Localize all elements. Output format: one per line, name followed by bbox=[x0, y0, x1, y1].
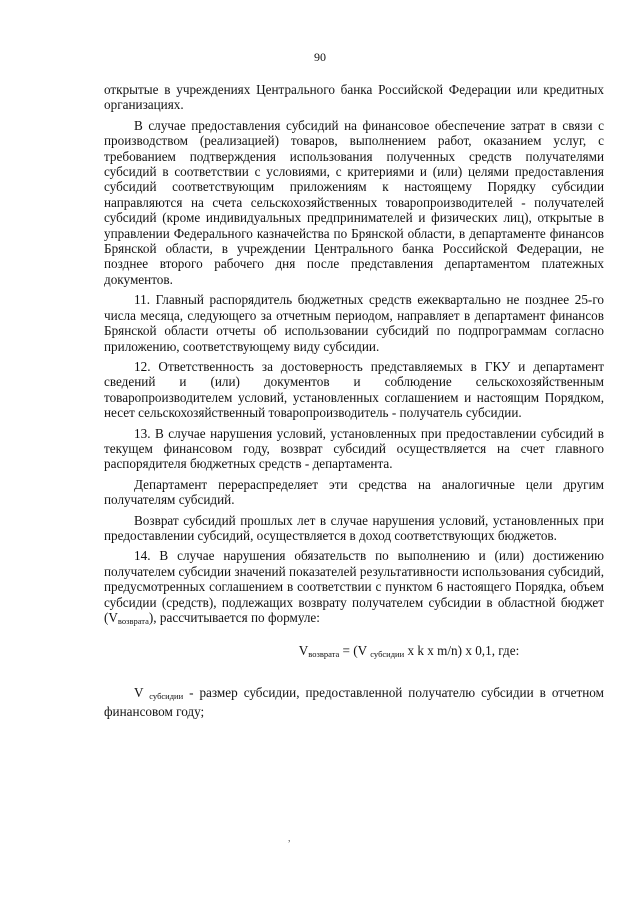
paragraph-14-tail: ), рассчитывается по формуле: bbox=[148, 610, 320, 625]
paragraph-14-return-volume bbox=[104, 548, 604, 629]
paragraph-14-subscript: возврата bbox=[117, 616, 149, 626]
formula-rest: x k x m/n) x 0,1, где: bbox=[404, 643, 520, 659]
definition-text: - размер субсидии, предоставленной получателю субсидии в отчетном финансовом году; bbox=[104, 684, 608, 720]
paragraph-12-responsibility: 12. Ответственность за достоверность представляемых в ГКУ и департамент сведений и (или) документов и соблюдение сельскохозяйственным товаропроизводителем условий, установленных соглашением и настоящим Порядком, несет сельскохозяйственный товаропроизводитель - получатель субсидии. bbox=[104, 358, 604, 421]
paragraph-redistribution: Департамент перераспределяет эти средства на аналогичные цели другим получателям субсидий. bbox=[104, 476, 604, 508]
formula-lhs-symbol: V bbox=[298, 643, 309, 659]
paragraph-11-reports: 11. Главный распорядитель бюджетных средств ежеквартально не позднее 25-го числа месяца, следующего за отчетным периодом, направляет в департамент финансов Брянской области отчеты об использовании субсидий по подпрограммам согласно приложению, соответствующему виду субсидии. bbox=[104, 292, 604, 354]
definition-v-subsidy bbox=[104, 684, 608, 720]
formula-lhs-subscript: возврата bbox=[308, 649, 340, 660]
page-number: 90 bbox=[314, 50, 326, 64]
definition-symbol: V bbox=[134, 684, 150, 700]
definition-subscript: субсидии bbox=[149, 690, 184, 701]
formula-subsidy-subscript: субсидии bbox=[370, 649, 405, 660]
return-formula bbox=[104, 643, 604, 662]
paragraph-subsidy-transfer: В случае предоставления субсидий на финансовое обеспечение затрат в связи с производством (реализацией) товаров, выполнением работ, оказанием услуг, с требованием подтверждения использования полученных средств получателями субсидий в соответствии с условиями, с критериями и (или) целями предоставления субсидий соответствующим приложениям к настоящему Порядку субсидии направляются на счета сельскохозяйственных товаропроизводителей - получателей субсидий (кроме индивидуальных предпринимателей и физических лиц), открытые в управлении Федерального казначейства по Брянской области, в департаменте финансов Брянской области, в учреждении Центрального банка Российской Федерации, не позднее второго рабочего дня после представления департаментом платежных документов. bbox=[104, 117, 604, 287]
paragraph-13-violation: 13. В случае нарушения условий, установленных при предоставлении субсидий в текущем финансовом году, возврат субсидий осуществляется на счет главного распорядителя бюджетных средств - департамента. bbox=[104, 425, 604, 472]
paragraph-14-text: 14. В случае нарушения обязательств по выполнению и (или) достижению получателем субсидии значений показателей результативности использования субсидий, предусмотренных соглашением в соответствии с пунктом 6 настоящего Порядка, объем субсидии (средств), подлежащих возврату получателем субсидии в областной бюджет (V bbox=[104, 548, 604, 625]
document-body bbox=[104, 82, 608, 725]
formula-equals-open: = (V bbox=[339, 643, 371, 659]
paragraph-accounts-continued: открытые в учреждениях Центрального банка Российской Федерации или кредитных организациях. bbox=[104, 82, 604, 113]
page-bottom-mark: , bbox=[288, 833, 291, 844]
paragraph-past-years-return: Возврат субсидий прошлых лет в случае нарушения условий, установленных при предоставлении субсидий, осуществляется в доход соответствующих бюджетов. bbox=[104, 512, 604, 543]
